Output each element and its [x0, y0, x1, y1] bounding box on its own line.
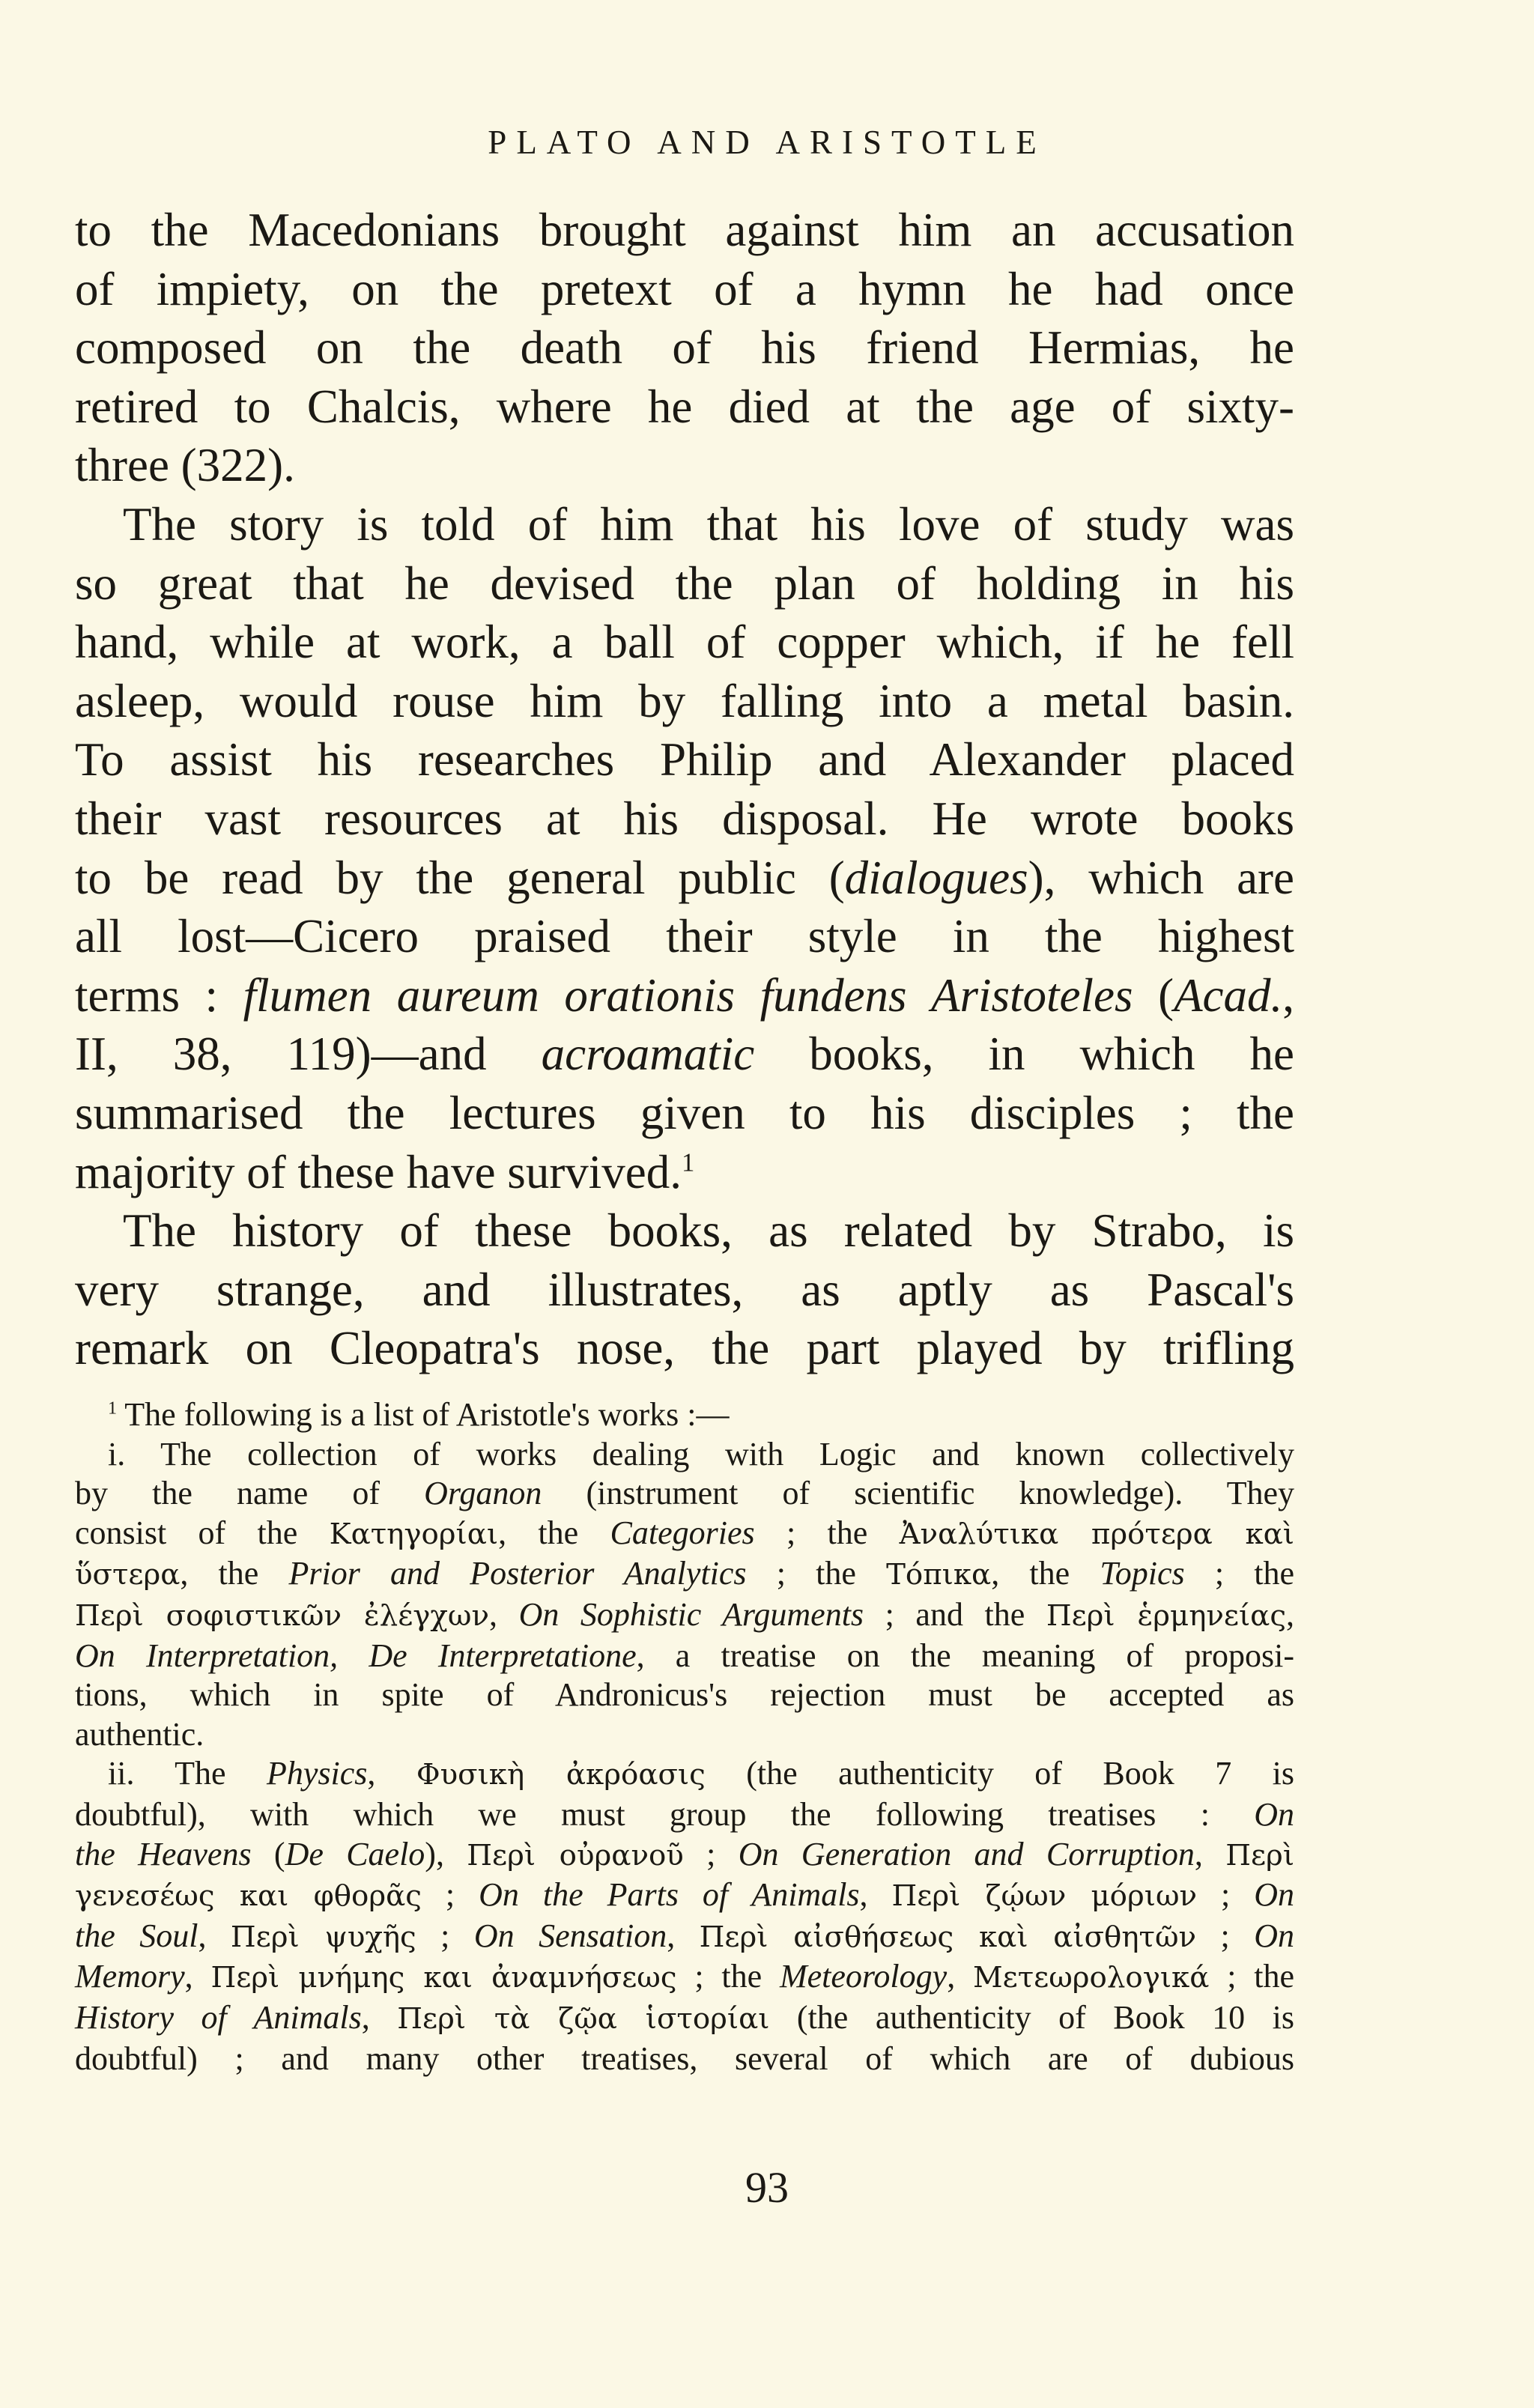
footnote-line	[75, 1637, 1294, 1676]
footnote-line	[75, 1514, 1294, 1555]
main-line	[75, 318, 1294, 377]
greek-title: Περὶ αἰσθήσεως καὶ αἰσθητῶν	[699, 1920, 1197, 1954]
main-line	[75, 436, 1294, 495]
main-line	[75, 613, 1294, 672]
italic-citation: Acad.	[1174, 968, 1283, 1022]
text-segment: ;	[1196, 1917, 1255, 1954]
text-segment: ;	[1197, 1876, 1255, 1914]
text-segment: authentic.	[75, 1715, 204, 1753]
text-segment: consist of the	[75, 1514, 330, 1551]
text-segment: to be read by the general public (	[75, 851, 845, 904]
footnotes	[75, 1395, 1294, 2078]
italic-quotation: flumen aureum orationis fundens Aristoteles	[243, 968, 1133, 1022]
footnote-line	[75, 1835, 1294, 1876]
footnote-marker: 1	[108, 1398, 118, 1419]
italic-term: acroamatic	[541, 1028, 755, 1081]
greek-title: Τόπικα	[886, 1558, 992, 1592]
text-segment: , the	[498, 1514, 610, 1551]
main-line	[75, 966, 1294, 1025]
greek-title: Περὶ	[1225, 1838, 1295, 1872]
text-segment: remark on Cleopatra's nose, the part played by trifling	[75, 1322, 1294, 1375]
main-line	[75, 1025, 1294, 1084]
main-line	[75, 730, 1294, 789]
main-line	[75, 789, 1294, 849]
greek-title: Περὶ ψυχῆς	[230, 1920, 416, 1954]
text-segment: ,	[947, 1958, 974, 1995]
greek-title: ὕστερα	[75, 1558, 181, 1592]
main-line	[75, 495, 1294, 554]
greek-title: Κατηγορίαι	[329, 1517, 499, 1551]
text-segment: terms :	[75, 968, 243, 1022]
main-text	[75, 201, 1294, 1378]
italic-title: Topics	[1100, 1555, 1185, 1592]
italic-title: On Sophistic Arguments	[518, 1595, 864, 1633]
running-head: PLATO AND ARISTOTLE	[488, 124, 1046, 161]
text-segment: ; the	[754, 1514, 900, 1551]
italic-title: Physics	[266, 1755, 368, 1792]
footnote-line	[75, 1395, 1294, 1435]
greek-title: γενεσέως και φθορᾶς	[75, 1879, 422, 1914]
text-segment: , the	[991, 1555, 1100, 1592]
text-segment: so great that he devised the plan of holding in his	[75, 556, 1294, 610]
text-segment: all lost—Cicero praised their style in the highest	[75, 910, 1294, 963]
italic-title: On the Parts of Animals	[479, 1876, 860, 1914]
text-segment: ,	[198, 1917, 231, 1954]
text-segment: (instrument of scientific knowledge). They	[542, 1475, 1294, 1512]
main-line	[75, 554, 1294, 613]
italic-title: De Caelo	[285, 1835, 425, 1872]
text-segment: by the name of	[75, 1475, 425, 1512]
text-segment: very strange, and illustrates, as aptly as Pascal's	[75, 1263, 1294, 1316]
text-segment: three (322).	[75, 439, 295, 492]
italic-title: History of Animals	[75, 1998, 362, 2036]
text-segment: ; the	[676, 1958, 780, 1995]
text-segment: hand, while at work, a ball of copper which, if he fell	[75, 616, 1294, 669]
text-segment: ,	[1282, 968, 1295, 1022]
text-segment: ),	[425, 1835, 467, 1872]
italic-title: Prior and Posterior Analytics	[288, 1555, 747, 1592]
text-segment: ,	[367, 1755, 416, 1792]
text-segment: (	[1133, 968, 1174, 1022]
main-line	[75, 1143, 1294, 1202]
footnote-reference[interactable]: 1	[682, 1147, 695, 1177]
text-segment: ;	[421, 1876, 479, 1914]
main-line	[75, 1201, 1294, 1261]
text-segment: II, 38, 119)—and	[75, 1028, 542, 1081]
footnote-line	[75, 1917, 1294, 1958]
text-segment: ,	[184, 1958, 211, 1995]
greek-title: Φυσικὴ ἀκρόασις	[416, 1758, 706, 1792]
italic-title: On Sensation	[473, 1917, 667, 1954]
text-segment: ,	[1194, 1835, 1226, 1872]
text-segment: majority of these have survived.	[75, 1145, 682, 1198]
footnote-line	[75, 1795, 1294, 1835]
footnote-line	[75, 1474, 1294, 1514]
text-segment: asleep, would rouse him by falling into a metal basin.	[75, 674, 1294, 727]
text-segment: ,	[1286, 1595, 1294, 1633]
italic-title: the Soul	[75, 1917, 198, 1954]
text-segment: ; the	[1184, 1555, 1294, 1592]
text-segment: ), which are	[1028, 851, 1294, 904]
text-segment: i. The collection of works dealing with Logic and known collectively	[108, 1435, 1294, 1473]
main-line	[75, 672, 1294, 731]
italic-title: the Heavens	[75, 1835, 252, 1872]
footnote-line	[75, 1435, 1294, 1475]
text-segment: (the authenticity of Book 7 is	[705, 1755, 1295, 1792]
text-segment: The history of these books, as related by Strabo, is	[123, 1204, 1294, 1258]
text-segment: The story is told of him that his love of study was	[123, 497, 1294, 551]
italic-title: Organon	[424, 1475, 542, 1512]
italic-title: On	[1254, 1876, 1295, 1914]
greek-title: Περὶ οὐρανοῦ	[467, 1838, 684, 1872]
text-segment: ,	[361, 1998, 398, 2036]
italic-title: On	[1254, 1917, 1295, 1954]
greek-title: Περὶ ἑρμηνείας	[1046, 1598, 1286, 1633]
footnote-line	[75, 1554, 1294, 1595]
main-line	[75, 907, 1294, 966]
text-segment: books, in which he	[754, 1028, 1294, 1081]
page-number: 93	[745, 2163, 789, 2212]
text-segment: their vast resources at his disposal. He wrote books	[75, 792, 1294, 845]
footnote-line	[75, 1998, 1294, 2039]
main-line	[75, 1319, 1294, 1378]
footnote-line	[75, 1675, 1294, 1715]
text-segment: summarised the lectures given to his disciples ; the	[75, 1086, 1294, 1139]
text-segment: ;	[416, 1917, 474, 1954]
main-line	[75, 1084, 1294, 1143]
italic-title: On	[1254, 1795, 1294, 1833]
italic-term: dialogues	[844, 851, 1028, 904]
footnote-line	[75, 1957, 1294, 1998]
text-segment: (the authenticity of Book 10 is	[769, 1998, 1295, 2036]
greek-title: Ἀναλύτικα πρότερα καὶ	[899, 1517, 1294, 1551]
italic-title: Memory	[75, 1958, 185, 1995]
text-segment: ; and the	[864, 1595, 1046, 1633]
main-line	[75, 849, 1294, 908]
text-segment: retired to Chalcis, where he died at the age of sixty-	[75, 380, 1294, 433]
text-segment: to the Macedonians brought against him an accusation	[75, 204, 1294, 256]
text-segment: ii. The	[108, 1755, 267, 1792]
text-segment: , the	[180, 1555, 289, 1592]
greek-title: Περὶ σοφιστικῶν ἐλέγχων	[75, 1598, 489, 1633]
greek-title: Μετεωρολογικά	[973, 1961, 1210, 1995]
italic-title: On Generation and Corruption	[738, 1835, 1195, 1872]
italic-title: Meteorology	[780, 1958, 948, 1995]
main-line	[75, 377, 1294, 437]
greek-title: Περὶ ζῴων μόριων	[891, 1879, 1198, 1914]
greek-title: Περὶ τὰ ζῷα ἱστορίαι	[397, 2001, 770, 2036]
footnote-line	[75, 1715, 1294, 1755]
text-segment: ; the	[1209, 1958, 1295, 1995]
text-segment: ,	[489, 1595, 519, 1633]
footnote-line	[75, 2039, 1294, 2079]
footnote-line	[75, 1875, 1294, 1917]
footnote-line	[75, 1595, 1294, 1637]
text-segment: , a treatise on the meaning of proposi-	[636, 1637, 1294, 1674]
text-segment: doubtful), with which we must group the following treatises :	[75, 1795, 1255, 1833]
text-segment: of impiety, on the pretext of a hymn he had once	[75, 262, 1294, 315]
greek-title: Περὶ μνήμης και ἀναμνήσεως	[210, 1961, 677, 1995]
main-line	[75, 260, 1294, 319]
text-segment: ; the	[746, 1555, 887, 1592]
text-segment: To assist his researches Philip and Alexander placed	[75, 733, 1294, 786]
text-segment: (	[251, 1835, 285, 1872]
text-segment: ;	[683, 1835, 739, 1872]
text-segment: ,	[667, 1917, 700, 1954]
text-segment: tions, which in spite of Andronicus's rejection must be accepted as	[75, 1676, 1294, 1714]
text-segment: ,	[859, 1876, 892, 1914]
text-segment: composed on the death of his friend Hermias, he	[75, 321, 1294, 374]
main-line	[75, 201, 1294, 260]
main-line	[75, 1261, 1294, 1320]
italic-title: On Interpretation, De Interpretatione	[75, 1637, 637, 1674]
text-segment: The following is a list of Aristotle's works :—	[117, 1396, 730, 1433]
text-segment: doubtful) ; and many other treatises, several of which are of dubious	[75, 2039, 1294, 2077]
footnote-line	[75, 1754, 1294, 1795]
italic-title: Categories	[610, 1514, 755, 1551]
